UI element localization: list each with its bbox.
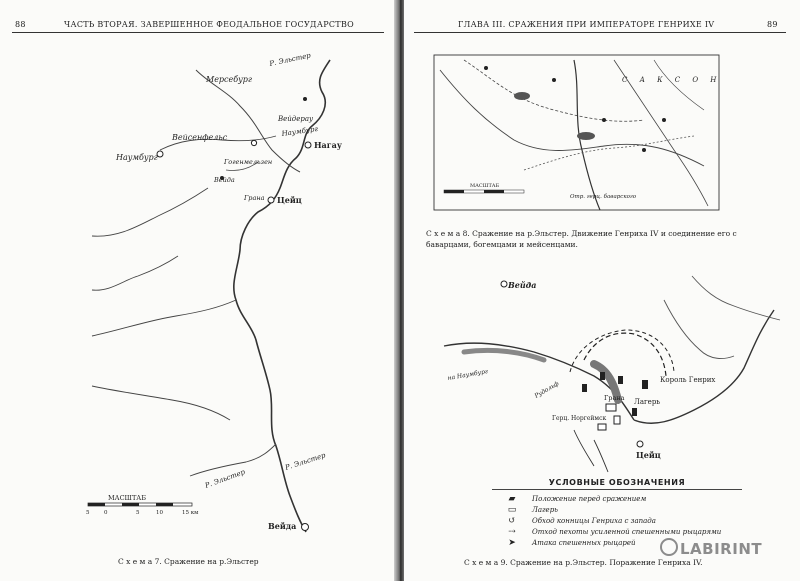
left-river-3 [92, 300, 236, 336]
caption-scheme-8: С х е м а 8. Сражение на р.Эльстер. Движение Генриха IV и соединение его с баварцами, богемцами и мейсенцами. [426, 229, 737, 249]
scale-tick: 15 км [182, 510, 199, 516]
right-page-number: 89 [767, 20, 778, 29]
camp-symbol-icon: ▭ [507, 504, 517, 515]
label-naumburg-road: на Наумбург [447, 368, 489, 382]
naumburg-marker [157, 151, 163, 157]
left-page [0, 0, 396, 581]
map-scheme-9 [444, 276, 780, 472]
legend-item: ⇢ Отход пехоты усиленной спешенными рыцарями [492, 526, 742, 537]
watermark: LABIRINT [680, 540, 763, 558]
scale-bar [88, 503, 192, 506]
knights-attack-icon: ➤ [508, 537, 516, 548]
caption-scheme-9: С х е м а 9. Сражение на р.Эльстер. Поражение Генриха IV. [464, 558, 703, 567]
label-weida-town: Вейда [214, 176, 235, 184]
label-map9-zeitz: Цейц [636, 450, 661, 460]
label-saxony: С А К С О Н [622, 76, 722, 84]
label-king: Король Генрих [660, 376, 716, 384]
nagai-marker [305, 142, 311, 148]
label-rudolf: Рудольф [533, 380, 561, 400]
right-page [404, 0, 800, 581]
weida-marker [302, 524, 309, 531]
label-graba: Грана [244, 194, 265, 202]
position-symbol-icon: ▰ [508, 493, 516, 504]
zeitz-marker [268, 197, 274, 203]
map-scheme-8 [434, 55, 721, 210]
scale-tick: 5 [136, 510, 140, 516]
scale-tick: 5 [86, 510, 90, 516]
legend-item: ▭ Лагерь [492, 504, 742, 515]
label-merseburg: Мерсебург [206, 75, 252, 84]
label-naumburg: Наумбург [116, 153, 158, 162]
label-elster-bottom: Р. Эльстер [284, 451, 327, 472]
scale-tick: 10 [156, 510, 163, 516]
left-river-2 [92, 256, 178, 290]
label-zeitz: Цейц [277, 195, 302, 205]
cavalry-arrow-icon: ↺ [508, 515, 516, 526]
label-weidenau: Вейдерау [278, 115, 314, 123]
scale-title: МАСШТАБ [108, 494, 147, 502]
label-weissenfels: Вейсенфельс [172, 133, 228, 142]
label-map9-graba: Грана [604, 394, 625, 402]
left-river-4 [92, 386, 230, 420]
left-running-head: ЧАСТЬ ВТОРАЯ. ЗАВЕРШЕННОЕ ФЕОДАЛЬНОЕ ГОСУДАРСТВО [64, 20, 354, 29]
legend-item: ➤ Атака спешенных рыцарей [492, 537, 742, 548]
label-elster-left: Р. Эльстер [203, 468, 247, 490]
label-map8-scale: МАСШТАБ [470, 183, 500, 189]
left-page-number: 88 [15, 20, 26, 29]
label-bavarian-detachment: Отр. герц. баварского [570, 194, 637, 200]
label-map9-weida: Вейда [508, 280, 537, 290]
legend-title: УСЛОВНЫЕ ОБОЗНАЧЕНИЯ [492, 478, 742, 490]
legend-item: ▰ Положение перед сражением [492, 493, 742, 504]
infantry-retreat-icon: ⇢ [508, 526, 516, 537]
label-elster-top: Р. Эльстер [268, 51, 312, 68]
map-scheme-7 [0, 0, 396, 581]
label-nagai: Нагау [314, 140, 342, 150]
right-running-head: ГЛАВА III. СРАЖЕНИЯ ПРИ ИМПЕРАТОРЕ ГЕНРИХЕ IV [458, 20, 715, 29]
label-duke: Герц. Норгеймск [552, 415, 607, 422]
left-river-1 [92, 188, 208, 236]
label-bottom-weida: Вейда [268, 521, 297, 531]
label-gohenmolsen: Гогенмельзен [224, 158, 273, 166]
label-naumburg-area: Наумбург [281, 124, 319, 138]
scale-tick: 0 [104, 510, 108, 516]
label-camp: Лагерь [634, 398, 661, 406]
legend-item: ↺ Обход конницы Генриха с запада [492, 515, 742, 526]
watermark-logo-icon [660, 538, 678, 556]
caption-scheme-7: С х е м а 7. Сражение на р.Эльстер [118, 557, 259, 566]
map-legend [492, 478, 742, 548]
